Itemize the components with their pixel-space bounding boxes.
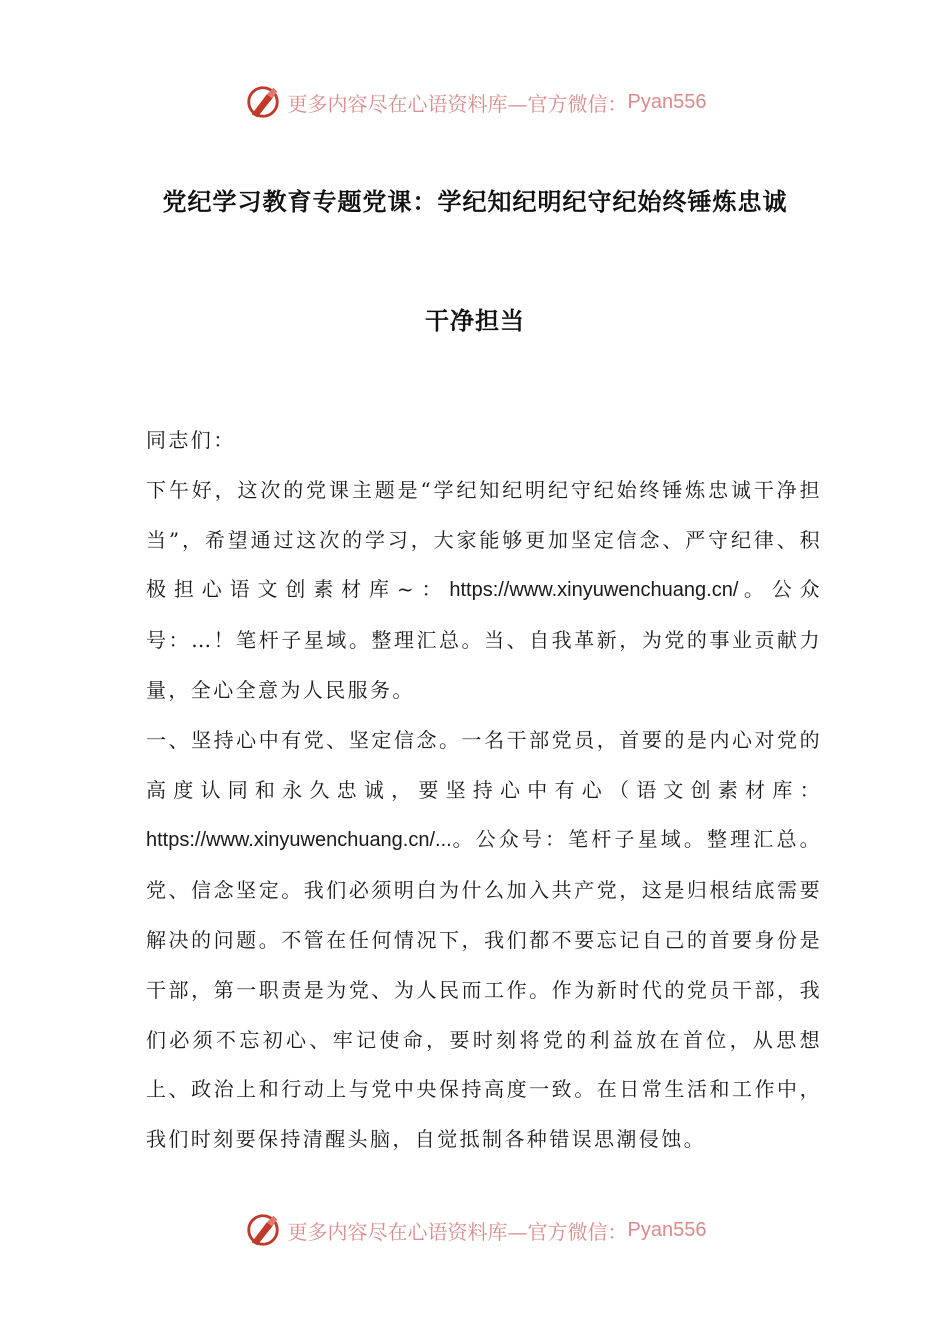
footer-banner-wechat-id: Pyan556: [627, 1218, 707, 1241]
pen-nib-circle-icon: [244, 83, 282, 121]
banner-text: 更多内容尽在心语资料库—官方微信：: [287, 91, 628, 116]
paragraph-1-text-b: 。公众号：…！笔杆子星域。整理汇总。当、自我革新，为党的事业贡献力量，全心全意为人民服务。: [146, 577, 822, 702]
banner-wechat-id: Pyan556: [627, 90, 707, 113]
paragraph-2-text-b: 。公众号：笔杆子星域。整理汇总。党、信念坚定。我们必须明白为什么加入共产党，这是归根结底需要解决的问题。不管在任何情况下，我们都不要忘记自己的首要身份是干部，第一职责是为党、为人民而工作。作为新时代的党员干部，我们必须不忘初心、牢记使命，要时刻将党的利益放在首位，从思想上、政治上和行动上与党中央保持高度一致。在日常生活和工作中，我们时刻要保持清醒头脑，自觉抵制各种错误思潮侵蚀。: [146, 827, 822, 1152]
paragraph-1: [146, 466, 822, 716]
document-body: [146, 416, 822, 1165]
salutation: 同志们：: [146, 428, 236, 452]
footer-banner-text: 更多内容尽在心语资料库—官方微信：: [287, 1219, 628, 1244]
document-title-line1: 党纪学习教育专题党课：学纪知纪明纪守纪始终锤炼忠诚: [162, 187, 788, 216]
pen-nib-circle-icon: [244, 1211, 282, 1249]
paragraph-2-url: https://www.xinyuwenchuang.cn/...: [146, 829, 452, 852]
paragraph-1-url: https://www.xinyuwenchuang.cn/: [449, 579, 739, 602]
document-title-line2: 干净担当: [425, 306, 525, 335]
paragraph-1-text-a: 下午好，这次的党课主题是“学纪知纪明纪守纪始终锤炼忠诚干净担当”，希望通过这次的学习，大家能够更加坚定信念、严守纪律、积极担心语文创素材库~：: [146, 477, 822, 602]
header-banner: [0, 82, 950, 122]
paragraph-2-text-a: 一、坚持心中有党、坚定信念。一名干部党员，首要的是内心对党的高度认同和永久忠诚，要坚持心中有心（语文创素材库：: [146, 727, 822, 802]
paragraph-2: [146, 716, 822, 1165]
footer-banner: [0, 1210, 950, 1250]
